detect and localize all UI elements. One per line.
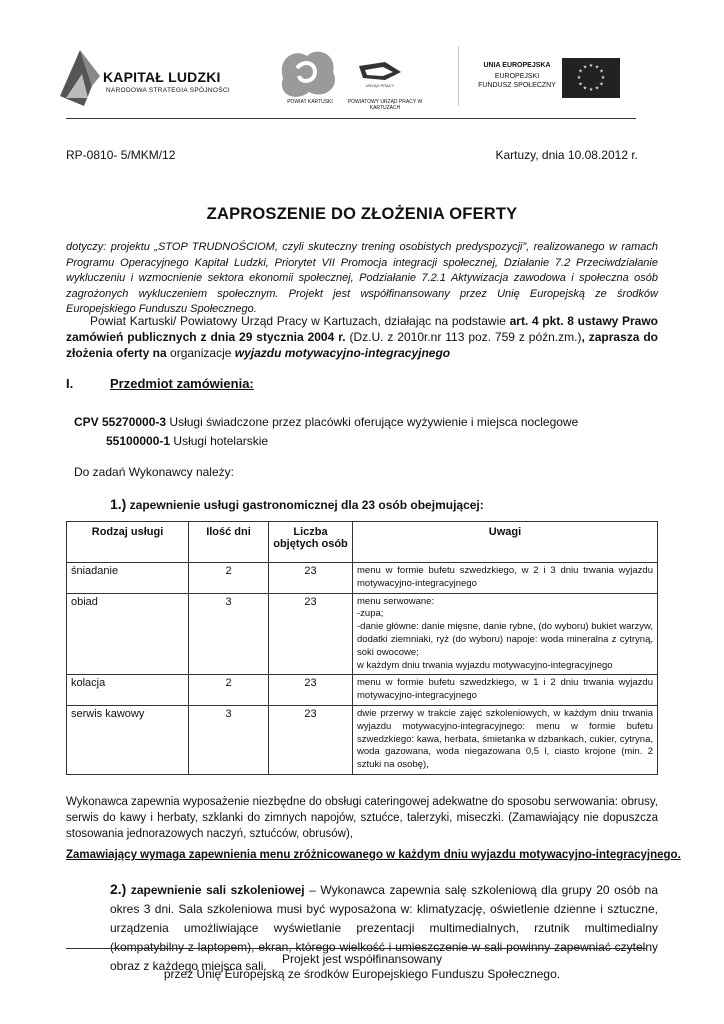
intro-subject: wyjazdu motywacyjno-integracyjnego bbox=[234, 346, 451, 360]
svg-text:★: ★ bbox=[600, 75, 606, 81]
urzad-pracy-logo bbox=[355, 52, 405, 90]
svg-text:★: ★ bbox=[594, 64, 600, 71]
catering-table bbox=[66, 521, 658, 775]
table-row bbox=[67, 675, 658, 706]
table-header-notes: Uwagi bbox=[353, 522, 658, 563]
table-cell-people: 23 bbox=[269, 705, 353, 774]
intro-legal-basis: art. 4 pkt. 8 ustawy Prawo zamówień publicznych z dnia 29 stycznia 2004 r. bbox=[66, 314, 659, 344]
eu-line2-3 bbox=[476, 72, 558, 90]
intro-text-5: organizacje bbox=[170, 346, 235, 360]
powiat-kartuski-logo bbox=[275, 48, 341, 100]
cpv-line-2 bbox=[106, 434, 268, 448]
table-cell-days: 3 bbox=[189, 705, 269, 774]
footer bbox=[66, 952, 658, 982]
table-header-type: Rodzaj usługi bbox=[67, 522, 189, 563]
menu-requirement: Zamawiający wymaga zapewnienia menu zróżnicowanego w każdym dniu wyjazdu motywacyjno-integracyjnego. bbox=[66, 849, 681, 861]
table-cell-notes: menu serwowane: -zupa; -danie główne: danie mięsne, danie rybne, (do wyboru) bukiet warzyw, dodatki ziemniaki, ryż (do wyboru) napoje: woda mineralna z cytryną, soki owocowe; w każdym dniu trwania wyjazdu motywacyjno-integracyjnego bbox=[353, 593, 658, 675]
cpv-line-1 bbox=[74, 415, 578, 429]
table-cell-days: 2 bbox=[189, 563, 269, 594]
table-cell-type: śniadanie bbox=[67, 563, 189, 594]
svg-text:★: ★ bbox=[576, 75, 582, 81]
cpv-code-2: 55100000-1 bbox=[106, 434, 171, 448]
table-row bbox=[67, 593, 658, 675]
table-cell-people: 23 bbox=[269, 563, 353, 594]
section-1-heading bbox=[66, 376, 254, 391]
svg-text:★: ★ bbox=[578, 68, 583, 75]
svg-text:★: ★ bbox=[588, 87, 594, 93]
table-cell-days: 3 bbox=[189, 593, 269, 675]
cpv-code-1: CPV 55270000-3 bbox=[74, 415, 167, 429]
svg-text:★: ★ bbox=[599, 68, 604, 75]
section-1-number: I. bbox=[66, 376, 74, 391]
cpv-desc-2: Usługi hotelarskie bbox=[170, 434, 269, 448]
equipment-paragraph: Wykonawca zapewnia wyposażenie niezbędne do obsługi cateringowej adekwatne do sposobu serwowania: obrusy, serwis do kawy i herbaty, szklanki do zimnych napojów, sztućce, talerzyki, miseczki. (Zamawiający nie dopuszcza stosowania jednorazowych naczyń, sztućców, obrusów), bbox=[66, 796, 658, 840]
project-description: dotyczy: projektu „STOP TRUDNOŚCIOM, czyli skuteczny trening osobistych predyspozycji”, realizowanego w ramach Programu Operacyjnego Kapitał Ludzki, Priorytet VII Promocja integracji społecznej, Działanie 7.2 Przeciwdziałanie wykluczeniu i wzmocnienie sektora ekonomii społecznej, Podziałanie 7.2.1 Aktywizacja zawodowa i społeczna osób zagrożonych wykluczeniem społecznym. Projekt jest współfinansowany przez Unię Europejską ze środków Europejskiego Funduszu Społecznego. bbox=[66, 241, 658, 315]
svg-text:★: ★ bbox=[599, 81, 604, 88]
table-row bbox=[67, 705, 658, 774]
footer-line-2: przez Unię Europejską ze środków Europejskiego Funduszu Społecznego. bbox=[163, 967, 561, 981]
kapital-ludzki-title: KAPITAŁ LUDZKI bbox=[103, 69, 221, 85]
eu-line2: EUROPEJSKI bbox=[494, 73, 540, 80]
urzad-pracy-logo-text: URZĄD PRACY bbox=[365, 83, 395, 88]
footer-line-1: Projekt jest współfinansowany bbox=[281, 952, 443, 966]
table-cell-days: 2 bbox=[189, 675, 269, 706]
intro-dzu: (Dz.U. z 2010r.nr 113 poz. 759 z późn.zm.) bbox=[345, 330, 582, 344]
svg-text:★: ★ bbox=[582, 64, 588, 71]
table-cell-notes: menu w formie bufetu szwedzkiego, w 2 i 3 dniu trwania wyjazdu motywacyjno-integracyjnego bbox=[353, 563, 658, 594]
powiat-kartuski-caption: POWIAT KARTUSKI bbox=[287, 99, 333, 105]
intro-paragraph bbox=[66, 313, 658, 361]
point-1-number: 1.) bbox=[110, 496, 127, 512]
table-cell-type: obiad bbox=[67, 593, 189, 675]
point-1-text: zapewnienie usługi gastronomicznej dla 23 osób obejmującej: bbox=[126, 498, 484, 512]
svg-text:★: ★ bbox=[582, 85, 588, 92]
eu-line1: UNIA EUROPEJSKA bbox=[483, 62, 551, 69]
date-line: Kartuzy, dnia 10.08.2012 r. bbox=[495, 148, 638, 162]
header-divider bbox=[66, 118, 636, 119]
table-cell-notes: dwie przerwy w trakcie zajęć szkoleniowych, w każdym dniu trwania wyjazdu motywacyjno-integracyjnego: menu w formie bufetu szwedzkiego: kawa, herbata, śmietanka w dzbankach, cukier, cytryna, woda gazowana, woda niegazowana 0,5 l, ciasto krojone (min. 2 sztuki na osobę), bbox=[353, 705, 658, 774]
reference-number: RP-0810- 5/MKM/12 bbox=[66, 148, 176, 162]
document-title: ZAPROSZENIE DO ZŁOŻENIA OFERTY bbox=[206, 205, 518, 223]
point-2-number: 2.) bbox=[110, 881, 127, 897]
svg-text:★: ★ bbox=[578, 81, 583, 88]
table-cell-people: 23 bbox=[269, 593, 353, 675]
eu-line3: FUNDUSZ SPOŁECZNY bbox=[478, 82, 556, 89]
point-1 bbox=[110, 496, 484, 512]
contractor-duties-intro: Do zadań Wykonawcy należy: bbox=[74, 465, 234, 479]
svg-text:★: ★ bbox=[588, 63, 594, 69]
section-1-label: Przedmiot zamówienia: bbox=[110, 376, 254, 391]
table-header-people: Liczba objętych osób bbox=[269, 522, 353, 563]
eu-flag-icon bbox=[562, 58, 620, 98]
point-2-label: zapewnienie sali szkoleniowej bbox=[126, 883, 305, 897]
table-cell-people: 23 bbox=[269, 675, 353, 706]
table-header-row bbox=[67, 522, 658, 563]
point-2-text: – Wykonawca zapewnia salę szkoleniową dla grupy 20 osób na okres 3 dni. Sala szkoleniowa musi być wyposażona w: klimatyzację, oświetlenie dzienne i sztuczne, urządzenia umożliwiające wyświetlanie prezentacji multimedialnych, rzutnik multimedialny (kompatybilny z laptopem), ekran, którego wielkość i umieszczenie w sali powinny zapewniać czytelny obraz z każdego miejsca sali. bbox=[110, 883, 658, 973]
footer-divider bbox=[66, 948, 646, 949]
table-header-days: Ilość dni bbox=[189, 522, 269, 563]
svg-text:★: ★ bbox=[594, 85, 600, 92]
cpv-desc-1: Usługi świadczone przez placówki oferujące wyżywienie i miejsca noclegowe bbox=[166, 415, 579, 429]
kapital-ludzki-subtitle: NARODOWA STRATEGIA SPÓJNOŚCI bbox=[106, 87, 230, 94]
intro-invite: , zaprasza do złożenia oferty na bbox=[66, 330, 659, 360]
table-cell-notes: menu w formie bufetu szwedzkiego, w 1 i 2 dniu trwania wyjazdu motywacyjno-integracyjnego bbox=[353, 675, 658, 706]
table-cell-type: serwis kawowy bbox=[67, 705, 189, 774]
table-row bbox=[67, 563, 658, 594]
powiatowy-urzad-pracy-caption: POWIATOWY URZĄD PRACY W KARTUZACH bbox=[347, 99, 423, 111]
table-cell-type: kolacja bbox=[67, 675, 189, 706]
intro-text-1: Powiat Kartuski/ Powiatowy Urząd Pracy w Kartuzach, działając na podstawie bbox=[90, 314, 510, 328]
